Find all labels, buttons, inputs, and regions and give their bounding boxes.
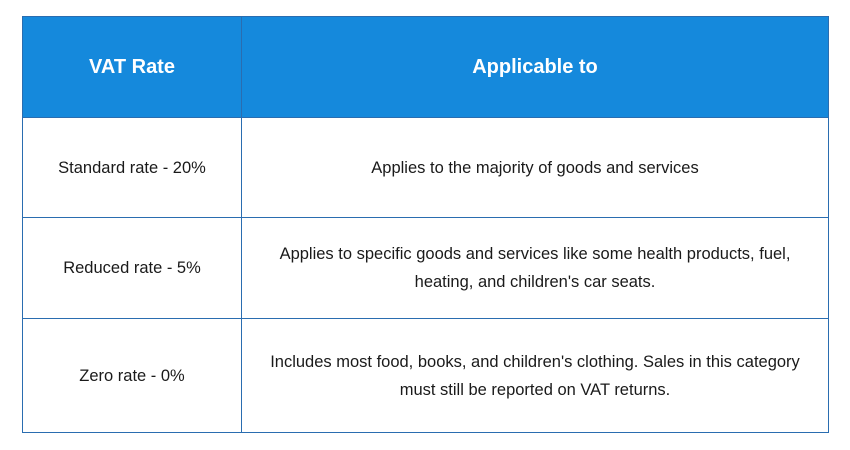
table-header xyxy=(23,17,829,118)
header-row xyxy=(23,17,829,118)
applicable-cell-standard: Applies to the majority of goods and services xyxy=(242,118,829,218)
header-applicable-to: Applicable to xyxy=(242,17,829,118)
vat-rates-table xyxy=(22,16,829,433)
rate-cell-zero: Zero rate - 0% xyxy=(23,319,242,433)
header-vat-rate: VAT Rate xyxy=(23,17,242,118)
rate-cell-reduced: Reduced rate - 5% xyxy=(23,218,242,319)
rate-cell-standard: Standard rate - 20% xyxy=(23,118,242,218)
table-row xyxy=(23,118,829,218)
table-row xyxy=(23,319,829,433)
table-row xyxy=(23,218,829,319)
table-body xyxy=(23,118,829,433)
applicable-cell-zero: Includes most food, books, and children's clothing. Sales in this category must still be reported on VAT returns. xyxy=(242,319,829,433)
applicable-cell-reduced: Applies to specific goods and services like some health products, fuel, heating, and children's car seats. xyxy=(242,218,829,319)
